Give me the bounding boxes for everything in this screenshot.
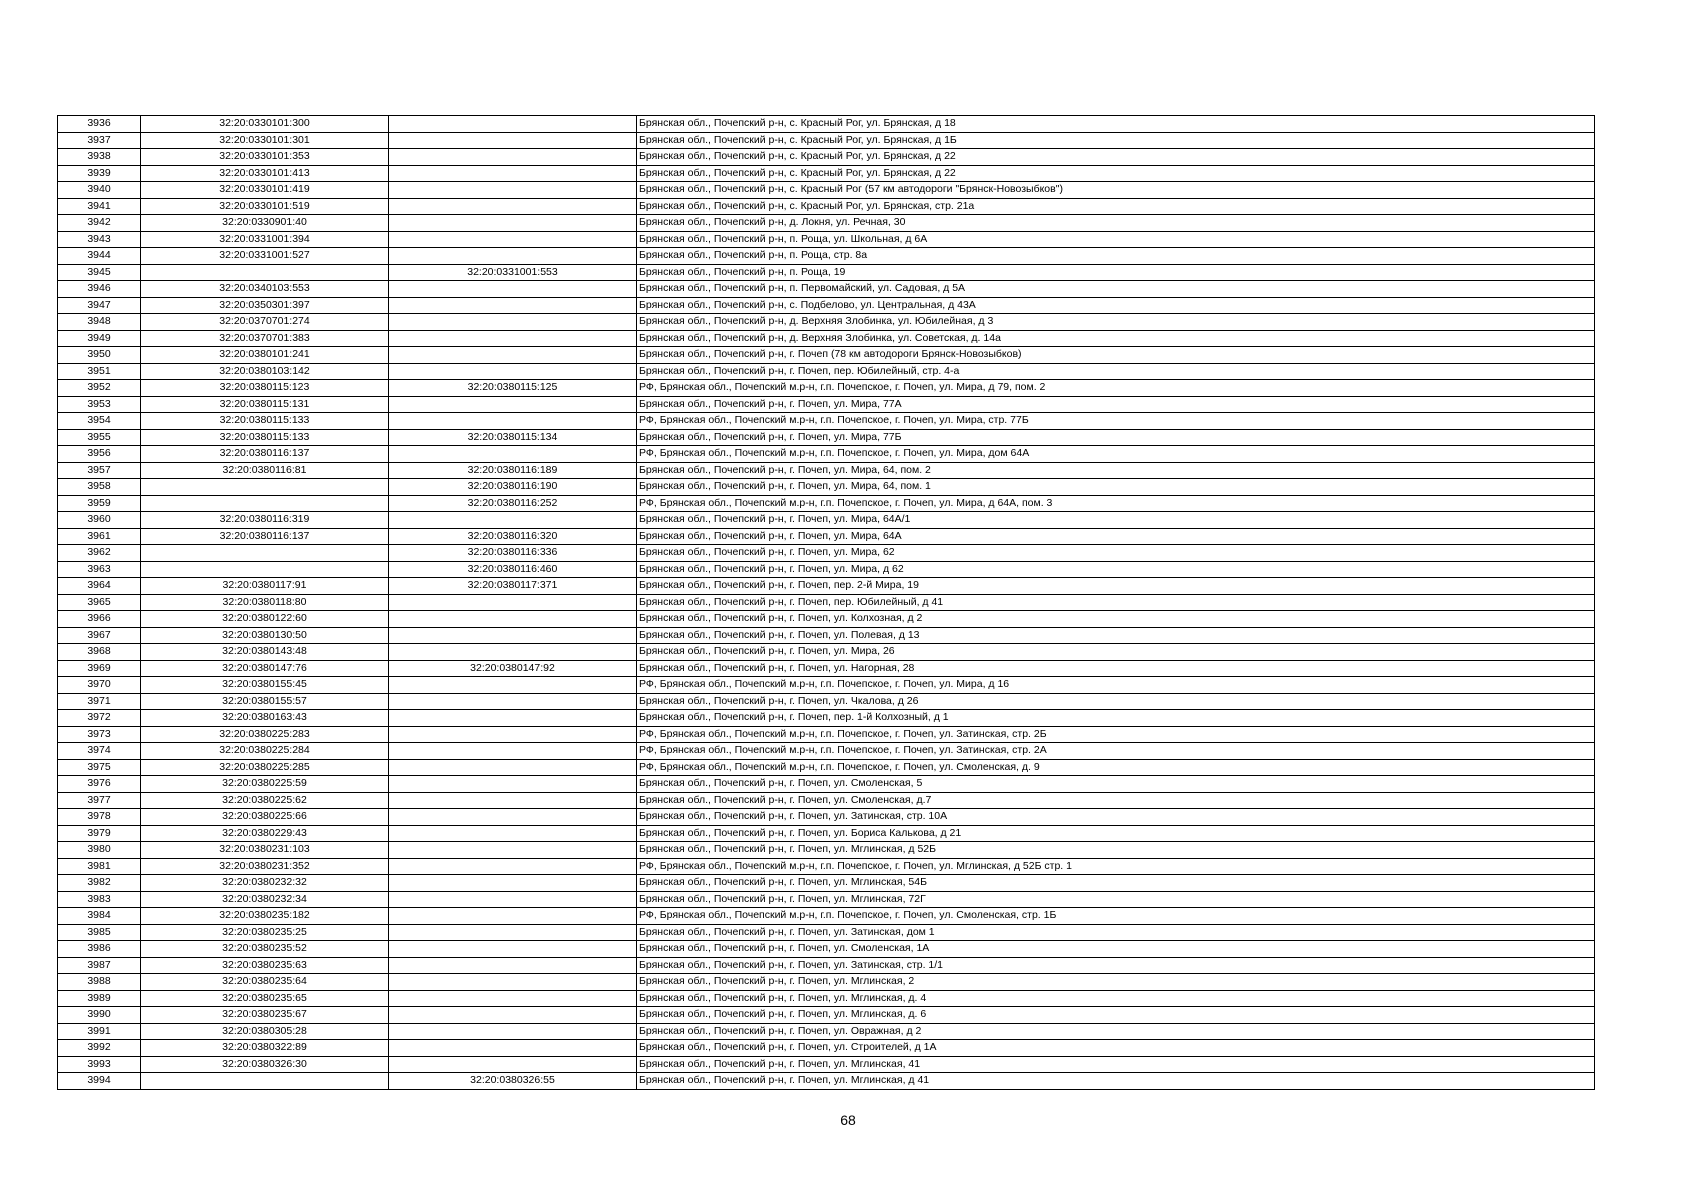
row-number-cell: 3950: [58, 347, 141, 364]
cadastral-number-cell: 32:20:0380155:57: [141, 693, 389, 710]
related-cadastral-number-cell: [389, 776, 637, 793]
row-number-cell: 3953: [58, 396, 141, 413]
cadastral-number-cell: 32:20:0340103:553: [141, 281, 389, 298]
row-number-cell: 3994: [58, 1073, 141, 1090]
cadastral-number-cell: 32:20:0330101:519: [141, 198, 389, 215]
address-cell: Брянская обл., Почепский р-н, г. Почеп, ул. Мира, 62: [637, 545, 1595, 562]
table-row: [58, 264, 1595, 281]
table-row: [58, 858, 1595, 875]
address-cell: Брянская обл., Почепский р-н, г. Почеп, ул. Затинская, стр. 10А: [637, 809, 1595, 826]
table-row: [58, 677, 1595, 694]
address-cell: Брянская обл., Почепский р-н, п. Первомайский, ул. Садовая, д 5А: [637, 281, 1595, 298]
address-cell: Брянская обл., Почепский р-н, г. Почеп, ул. Овражная, д 2: [637, 1023, 1595, 1040]
cadastral-number-cell: 32:20:0380235:65: [141, 990, 389, 1007]
row-number-cell: 3974: [58, 743, 141, 760]
row-number-cell: 3962: [58, 545, 141, 562]
related-cadastral-number-cell: 32:20:0380147:92: [389, 660, 637, 677]
cadastral-number-cell: 32:20:0380163:43: [141, 710, 389, 727]
related-cadastral-number-cell: [389, 957, 637, 974]
related-cadastral-number-cell: [389, 644, 637, 661]
related-cadastral-number-cell: [389, 743, 637, 760]
address-cell: Брянская обл., Почепский р-н, г. Почеп, ул. Мглинская, 54Б: [637, 875, 1595, 892]
address-cell: Брянская обл., Почепский р-н, г. Почеп, ул. Мглинская, 72Г: [637, 891, 1595, 908]
cadastral-number-cell: 32:20:0380116:81: [141, 462, 389, 479]
related-cadastral-number-cell: 32:20:0380115:134: [389, 429, 637, 446]
address-cell: Брянская обл., Почепский р-н, г. Почеп, ул. Мира, 26: [637, 644, 1595, 661]
row-number-cell: 3988: [58, 974, 141, 991]
cadastral-number-cell: 32:20:0380122:60: [141, 611, 389, 628]
related-cadastral-number-cell: [389, 858, 637, 875]
address-cell: РФ, Брянская обл., Почепский м.р-н, г.п. Почепское, г. Почеп, ул. Затинская, стр. 2Б: [637, 726, 1595, 743]
cadastral-number-cell: 32:20:0380115:123: [141, 380, 389, 397]
row-number-cell: 3964: [58, 578, 141, 595]
cadastral-number-cell: 32:20:0380235:182: [141, 908, 389, 925]
row-number-cell: 3990: [58, 1007, 141, 1024]
table-row: [58, 281, 1595, 298]
table-row: [58, 380, 1595, 397]
table-row: [58, 627, 1595, 644]
cadastral-number-cell: 32:20:0380235:67: [141, 1007, 389, 1024]
table-row: [58, 990, 1595, 1007]
table-row: [58, 644, 1595, 661]
related-cadastral-number-cell: 32:20:0380116:336: [389, 545, 637, 562]
cadastral-number-cell: 32:20:0350301:397: [141, 297, 389, 314]
table-row: [58, 594, 1595, 611]
related-cadastral-number-cell: 32:20:0380116:252: [389, 495, 637, 512]
related-cadastral-number-cell: 32:20:0380116:320: [389, 528, 637, 545]
address-cell: Брянская обл., Почепский р-н, г. Почеп, ул. Мира, 64, пом. 2: [637, 462, 1595, 479]
table-row: [58, 660, 1595, 677]
address-cell: Брянская обл., Почепский р-н, г. Почеп, ул. Мира, 77А: [637, 396, 1595, 413]
row-number-cell: 3965: [58, 594, 141, 611]
table-row: [58, 528, 1595, 545]
table-row: [58, 479, 1595, 496]
address-cell: Брянская обл., Почепский р-н, г. Почеп, ул. Мира, 64А: [637, 528, 1595, 545]
table-row: [58, 710, 1595, 727]
cadastral-number-cell: 32:20:0380225:284: [141, 743, 389, 760]
table-row: [58, 1023, 1595, 1040]
related-cadastral-number-cell: [389, 842, 637, 859]
related-cadastral-number-cell: [389, 116, 637, 133]
table-row: [58, 1073, 1595, 1090]
related-cadastral-number-cell: [389, 594, 637, 611]
related-cadastral-number-cell: [389, 182, 637, 199]
related-cadastral-number-cell: [389, 231, 637, 248]
cadastral-number-cell: [141, 1073, 389, 1090]
cadastral-number-cell: 32:20:0380326:30: [141, 1056, 389, 1073]
row-number-cell: 3945: [58, 264, 141, 281]
address-cell: Брянская обл., Почепский р-н, п. Роща, ул. Школьная, д 6А: [637, 231, 1595, 248]
row-number-cell: 3941: [58, 198, 141, 215]
table-row: [58, 248, 1595, 265]
address-cell: РФ, Брянская обл., Почепский м.р-н, г.п. Почепское, г. Почеп, ул. Мира, д 79, пом. 2: [637, 380, 1595, 397]
related-cadastral-number-cell: [389, 611, 637, 628]
related-cadastral-number-cell: [389, 1023, 637, 1040]
address-cell: РФ, Брянская обл., Почепский м.р-н, г.п. Почепское, г. Почеп, ул. Смоленская, стр. 1Б: [637, 908, 1595, 925]
row-number-cell: 3992: [58, 1040, 141, 1057]
address-cell: Брянская обл., Почепский р-н, п. Роща, 19: [637, 264, 1595, 281]
table-row: [58, 182, 1595, 199]
row-number-cell: 3948: [58, 314, 141, 331]
table-row: [58, 875, 1595, 892]
cadastral-number-cell: 32:20:0330101:419: [141, 182, 389, 199]
cadastral-number-cell: 32:20:0330901:40: [141, 215, 389, 232]
row-number-cell: 3983: [58, 891, 141, 908]
related-cadastral-number-cell: 32:20:0380117:371: [389, 578, 637, 595]
address-cell: Брянская обл., Почепский р-н, г. Почеп, ул. Нагорная, 28: [637, 660, 1595, 677]
related-cadastral-number-cell: [389, 875, 637, 892]
address-cell: Брянская обл., Почепский р-н, г. Почеп, пер. 1-й Колхозный, д 1: [637, 710, 1595, 727]
related-cadastral-number-cell: [389, 1056, 637, 1073]
table-row: [58, 825, 1595, 842]
table-row: [58, 396, 1595, 413]
row-number-cell: 3985: [58, 924, 141, 941]
page-number: 68: [840, 1112, 856, 1128]
related-cadastral-number-cell: [389, 924, 637, 941]
address-cell: Брянская обл., Почепский р-н, г. Почеп, пер. Юбилейный, стр. 4-а: [637, 363, 1595, 380]
address-cell: Брянская обл., Почепский р-н, с. Красный Рог, ул. Брянская, д 18: [637, 116, 1595, 133]
table-row: [58, 132, 1595, 149]
address-cell: Брянская обл., Почепский р-н, д. Верхняя Злобинка, ул. Юбилейная, д 3: [637, 314, 1595, 331]
related-cadastral-number-cell: [389, 825, 637, 842]
table-row: [58, 215, 1595, 232]
cadastral-number-cell: 32:20:0380322:89: [141, 1040, 389, 1057]
table-row: [58, 446, 1595, 463]
table-row: [58, 314, 1595, 331]
table-row: [58, 347, 1595, 364]
address-cell: Брянская обл., Почепский р-н, с. Красный Рог, ул. Брянская, стр. 21а: [637, 198, 1595, 215]
address-cell: Брянская обл., Почепский р-н, г. Почеп, ул. Смоленская, д.7: [637, 792, 1595, 809]
related-cadastral-number-cell: [389, 330, 637, 347]
address-cell: Брянская обл., Почепский р-н, г. Почеп, ул. Смоленская, 1А: [637, 941, 1595, 958]
row-number-cell: 3986: [58, 941, 141, 958]
address-cell: Брянская обл., Почепский р-н, г. Почеп, ул. Затинская, дом 1: [637, 924, 1595, 941]
cadastral-number-cell: 32:20:0380117:91: [141, 578, 389, 595]
cadastral-number-cell: 32:20:0380231:352: [141, 858, 389, 875]
table-row: [58, 149, 1595, 166]
row-number-cell: 3980: [58, 842, 141, 859]
row-number-cell: 3938: [58, 149, 141, 166]
row-number-cell: 3981: [58, 858, 141, 875]
related-cadastral-number-cell: [389, 297, 637, 314]
table-row: [58, 842, 1595, 859]
address-cell: РФ, Брянская обл., Почепский м.р-н, г.п. Почепское, г. Почеп, ул. Мира, д 64А, пом. 3: [637, 495, 1595, 512]
related-cadastral-number-cell: 32:20:0331001:553: [389, 264, 637, 281]
row-number-cell: 3939: [58, 165, 141, 182]
cadastral-number-cell: 32:20:0380130:50: [141, 627, 389, 644]
address-cell: Брянская обл., Почепский р-н, г. Почеп, ул. Строителей, д 1А: [637, 1040, 1595, 1057]
related-cadastral-number-cell: [389, 281, 637, 298]
table-row: [58, 924, 1595, 941]
row-number-cell: 3959: [58, 495, 141, 512]
address-cell: Брянская обл., Почепский р-н, г. Почеп, ул. Мглинская, д 52Б: [637, 842, 1595, 859]
row-number-cell: 3968: [58, 644, 141, 661]
address-cell: Брянская обл., Почепский р-н, г. Почеп, ул. Мглинская, д. 6: [637, 1007, 1595, 1024]
cadastral-number-cell: 32:20:0380235:25: [141, 924, 389, 941]
cadastral-number-cell: 32:20:0380115:133: [141, 413, 389, 430]
row-number-cell: 3993: [58, 1056, 141, 1073]
cadastral-number-cell: 32:20:0380231:103: [141, 842, 389, 859]
address-cell: Брянская обл., Почепский р-н, г. Почеп, ул. Чкалова, д 26: [637, 693, 1595, 710]
table-row: [58, 545, 1595, 562]
cadastral-number-cell: 32:20:0380225:62: [141, 792, 389, 809]
table-row: [58, 363, 1595, 380]
table-row: [58, 693, 1595, 710]
cadastral-number-cell: 32:20:0331001:394: [141, 231, 389, 248]
related-cadastral-number-cell: [389, 198, 637, 215]
cadastral-number-cell: 32:20:0380225:59: [141, 776, 389, 793]
table-row: [58, 743, 1595, 760]
address-cell: Брянская обл., Почепский р-н, д. Верхняя Злобинка, ул. Советская, д. 14а: [637, 330, 1595, 347]
row-number-cell: 3960: [58, 512, 141, 529]
cadastral-number-cell: 32:20:0380235:63: [141, 957, 389, 974]
cadastral-number-cell: 32:20:0380225:283: [141, 726, 389, 743]
address-cell: РФ, Брянская обл., Почепский м.р-н, г.п. Почепское, г. Почеп, ул. Мглинская, д 52Б стр. 1: [637, 858, 1595, 875]
row-number-cell: 3978: [58, 809, 141, 826]
cadastral-number-cell: 32:20:0380116:137: [141, 446, 389, 463]
cadastral-number-cell: 32:20:0380155:45: [141, 677, 389, 694]
row-number-cell: 3989: [58, 990, 141, 1007]
address-cell: Брянская обл., Почепский р-н, г. Почеп, ул. Мглинская, 41: [637, 1056, 1595, 1073]
row-number-cell: 3940: [58, 182, 141, 199]
row-number-cell: 3942: [58, 215, 141, 232]
related-cadastral-number-cell: [389, 1007, 637, 1024]
table-row: [58, 759, 1595, 776]
table-row: [58, 495, 1595, 512]
related-cadastral-number-cell: [389, 710, 637, 727]
table-row: [58, 165, 1595, 182]
related-cadastral-number-cell: [389, 132, 637, 149]
row-number-cell: 3982: [58, 875, 141, 892]
address-cell: Брянская обл., Почепский р-н, г. Почеп, ул. Мира, д 62: [637, 561, 1595, 578]
related-cadastral-number-cell: [389, 693, 637, 710]
related-cadastral-number-cell: [389, 363, 637, 380]
table-row: [58, 512, 1595, 529]
row-number-cell: 3979: [58, 825, 141, 842]
cadastral-number-cell: 32:20:0330101:353: [141, 149, 389, 166]
cadastral-number-cell: 32:20:0380235:64: [141, 974, 389, 991]
row-number-cell: 3961: [58, 528, 141, 545]
cadastral-number-cell: 32:20:0380115:133: [141, 429, 389, 446]
row-number-cell: 3943: [58, 231, 141, 248]
row-number-cell: 3951: [58, 363, 141, 380]
related-cadastral-number-cell: [389, 891, 637, 908]
row-number-cell: 3947: [58, 297, 141, 314]
table-row: [58, 957, 1595, 974]
row-number-cell: 3936: [58, 116, 141, 133]
related-cadastral-number-cell: [389, 726, 637, 743]
related-cadastral-number-cell: [389, 248, 637, 265]
table-row: [58, 578, 1595, 595]
table-row: [58, 429, 1595, 446]
row-number-cell: 3973: [58, 726, 141, 743]
table-row: [58, 462, 1595, 479]
cadastral-number-cell: 32:20:0380235:52: [141, 941, 389, 958]
related-cadastral-number-cell: [389, 941, 637, 958]
table-row: [58, 330, 1595, 347]
related-cadastral-number-cell: [389, 1040, 637, 1057]
cadastral-number-cell: [141, 264, 389, 281]
row-number-cell: 3991: [58, 1023, 141, 1040]
row-number-cell: 3970: [58, 677, 141, 694]
cadastral-number-cell: 32:20:0380118:80: [141, 594, 389, 611]
related-cadastral-number-cell: 32:20:0380116:190: [389, 479, 637, 496]
address-cell: Брянская обл., Почепский р-н, г. Почеп, ул. Мглинская, д. 4: [637, 990, 1595, 1007]
table-row: [58, 413, 1595, 430]
table-row: [58, 561, 1595, 578]
row-number-cell: 3944: [58, 248, 141, 265]
table-row: [58, 776, 1595, 793]
table-row: [58, 116, 1595, 133]
cadastral-number-cell: 32:20:0380101:241: [141, 347, 389, 364]
cadastral-number-cell: 32:20:0380115:131: [141, 396, 389, 413]
row-number-cell: 3969: [58, 660, 141, 677]
cadastral-number-cell: [141, 495, 389, 512]
address-cell: РФ, Брянская обл., Почепский м.р-н, г.п. Почепское, г. Почеп, ул. Мира, д 16: [637, 677, 1595, 694]
related-cadastral-number-cell: [389, 627, 637, 644]
cadastral-number-cell: 32:20:0380225:66: [141, 809, 389, 826]
row-number-cell: 3958: [58, 479, 141, 496]
cadastral-number-cell: 32:20:0330101:300: [141, 116, 389, 133]
address-cell: Брянская обл., Почепский р-н, п. Роща, стр. 8а: [637, 248, 1595, 265]
row-number-cell: 3967: [58, 627, 141, 644]
table-row: [58, 1007, 1595, 1024]
cadastral-number-cell: 32:20:0380232:32: [141, 875, 389, 892]
address-cell: Брянская обл., Почепский р-н, г. Почеп, ул. Мира, 77Б: [637, 429, 1595, 446]
table-body: [58, 116, 1595, 1090]
cadastral-number-cell: 32:20:0330101:413: [141, 165, 389, 182]
address-cell: Брянская обл., Почепский р-н, с. Красный Рог, ул. Брянская, д 1Б: [637, 132, 1595, 149]
cadastral-number-cell: 32:20:0380147:76: [141, 660, 389, 677]
address-cell: Брянская обл., Почепский р-н, с. Красный Рог (57 км автодороги "Брянск-Новозыбков"): [637, 182, 1595, 199]
related-cadastral-number-cell: [389, 396, 637, 413]
related-cadastral-number-cell: 32:20:0380116:189: [389, 462, 637, 479]
table-row: [58, 891, 1595, 908]
row-number-cell: 3955: [58, 429, 141, 446]
address-cell: Брянская обл., Почепский р-н, г. Почеп, ул. Бориса Калькова, д 21: [637, 825, 1595, 842]
table-row: [58, 231, 1595, 248]
row-number-cell: 3966: [58, 611, 141, 628]
row-number-cell: 3952: [58, 380, 141, 397]
row-number-cell: 3954: [58, 413, 141, 430]
cadastral-number-cell: [141, 545, 389, 562]
address-cell: Брянская обл., Почепский р-н, г. Почеп, ул. Мглинская, 2: [637, 974, 1595, 991]
table-row: [58, 809, 1595, 826]
table-row: [58, 974, 1595, 991]
row-number-cell: 3937: [58, 132, 141, 149]
row-number-cell: 3976: [58, 776, 141, 793]
address-cell: Брянская обл., Почепский р-н, г. Почеп, ул. Колхозная, д 2: [637, 611, 1595, 628]
registry-table-container: [57, 115, 1595, 1090]
table-row: [58, 1056, 1595, 1073]
row-number-cell: 3977: [58, 792, 141, 809]
cadastral-number-cell: [141, 479, 389, 496]
table-row: [58, 198, 1595, 215]
related-cadastral-number-cell: [389, 759, 637, 776]
address-cell: Брянская обл., Почепский р-н, г. Почеп, ул. Затинская, стр. 1/1: [637, 957, 1595, 974]
address-cell: Брянская обл., Почепский р-н, г. Почеп, ул. Мира, 64А/1: [637, 512, 1595, 529]
address-cell: Брянская обл., Почепский р-н, г. Почеп, ул. Мглинская, д 41: [637, 1073, 1595, 1090]
cadastral-number-cell: 32:20:0380143:48: [141, 644, 389, 661]
cadastral-number-cell: [141, 561, 389, 578]
row-number-cell: 3956: [58, 446, 141, 463]
related-cadastral-number-cell: [389, 446, 637, 463]
row-number-cell: 3984: [58, 908, 141, 925]
table-row: [58, 908, 1595, 925]
address-cell: РФ, Брянская обл., Почепский м.р-н, г.п. Почепское, г. Почеп, ул. Мира, дом 64А: [637, 446, 1595, 463]
related-cadastral-number-cell: [389, 149, 637, 166]
related-cadastral-number-cell: [389, 990, 637, 1007]
row-number-cell: 3949: [58, 330, 141, 347]
registry-table: [57, 115, 1595, 1090]
cadastral-number-cell: 32:20:0380116:137: [141, 528, 389, 545]
related-cadastral-number-cell: [389, 165, 637, 182]
related-cadastral-number-cell: [389, 512, 637, 529]
related-cadastral-number-cell: 32:20:0380115:125: [389, 380, 637, 397]
row-number-cell: 3972: [58, 710, 141, 727]
table-row: [58, 611, 1595, 628]
cadastral-number-cell: 32:20:0380116:319: [141, 512, 389, 529]
cadastral-number-cell: 32:20:0380232:34: [141, 891, 389, 908]
address-cell: Брянская обл., Почепский р-н, с. Подбелово, ул. Центральная, д 43А: [637, 297, 1595, 314]
table-row: [58, 726, 1595, 743]
row-number-cell: 3971: [58, 693, 141, 710]
related-cadastral-number-cell: 32:20:0380326:55: [389, 1073, 637, 1090]
address-cell: Брянская обл., Почепский р-н, с. Красный Рог, ул. Брянская, д 22: [637, 149, 1595, 166]
address-cell: Брянская обл., Почепский р-н, г. Почеп, ул. Полевая, д 13: [637, 627, 1595, 644]
related-cadastral-number-cell: [389, 215, 637, 232]
cadastral-number-cell: 32:20:0380225:285: [141, 759, 389, 776]
related-cadastral-number-cell: [389, 677, 637, 694]
address-cell: РФ, Брянская обл., Почепский м.р-н, г.п. Почепское, г. Почеп, ул. Мира, стр. 77Б: [637, 413, 1595, 430]
row-number-cell: 3963: [58, 561, 141, 578]
address-cell: Брянская обл., Почепский р-н, г. Почеп, пер. 2-й Мира, 19: [637, 578, 1595, 595]
table-row: [58, 297, 1595, 314]
cadastral-number-cell: 32:20:0370701:274: [141, 314, 389, 331]
row-number-cell: 3946: [58, 281, 141, 298]
address-cell: Брянская обл., Почепский р-н, г. Почеп, ул. Смоленская, 5: [637, 776, 1595, 793]
address-cell: РФ, Брянская обл., Почепский м.р-н, г.п. Почепское, г. Почеп, ул. Затинская, стр. 2А: [637, 743, 1595, 760]
address-cell: Брянская обл., Почепский р-н, г. Почеп, ул. Мира, 64, пом. 1: [637, 479, 1595, 496]
cadastral-number-cell: 32:20:0331001:527: [141, 248, 389, 265]
related-cadastral-number-cell: [389, 792, 637, 809]
related-cadastral-number-cell: [389, 413, 637, 430]
address-cell: Брянская обл., Почепский р-н, д. Локня, ул. Речная, 30: [637, 215, 1595, 232]
row-number-cell: 3987: [58, 957, 141, 974]
related-cadastral-number-cell: [389, 908, 637, 925]
related-cadastral-number-cell: [389, 974, 637, 991]
related-cadastral-number-cell: [389, 347, 637, 364]
related-cadastral-number-cell: 32:20:0380116:460: [389, 561, 637, 578]
address-cell: Брянская обл., Почепский р-н, г. Почеп (78 км автодороги Брянск-Новозыбков): [637, 347, 1595, 364]
table-row: [58, 792, 1595, 809]
related-cadastral-number-cell: [389, 809, 637, 826]
row-number-cell: 3957: [58, 462, 141, 479]
cadastral-number-cell: 32:20:0380103:142: [141, 363, 389, 380]
cadastral-number-cell: 32:20:0370701:383: [141, 330, 389, 347]
related-cadastral-number-cell: [389, 314, 637, 331]
table-row: [58, 941, 1595, 958]
cadastral-number-cell: 32:20:0380229:43: [141, 825, 389, 842]
address-cell: Брянская обл., Почепский р-н, г. Почеп, пер. Юбилейный, д 41: [637, 594, 1595, 611]
row-number-cell: 3975: [58, 759, 141, 776]
table-row: [58, 1040, 1595, 1057]
cadastral-number-cell: 32:20:0330101:301: [141, 132, 389, 149]
address-cell: РФ, Брянская обл., Почепский м.р-н, г.п. Почепское, г. Почеп, ул. Смоленская, д. 9: [637, 759, 1595, 776]
cadastral-number-cell: 32:20:0380305:28: [141, 1023, 389, 1040]
address-cell: Брянская обл., Почепский р-н, с. Красный Рог, ул. Брянская, д 22: [637, 165, 1595, 182]
